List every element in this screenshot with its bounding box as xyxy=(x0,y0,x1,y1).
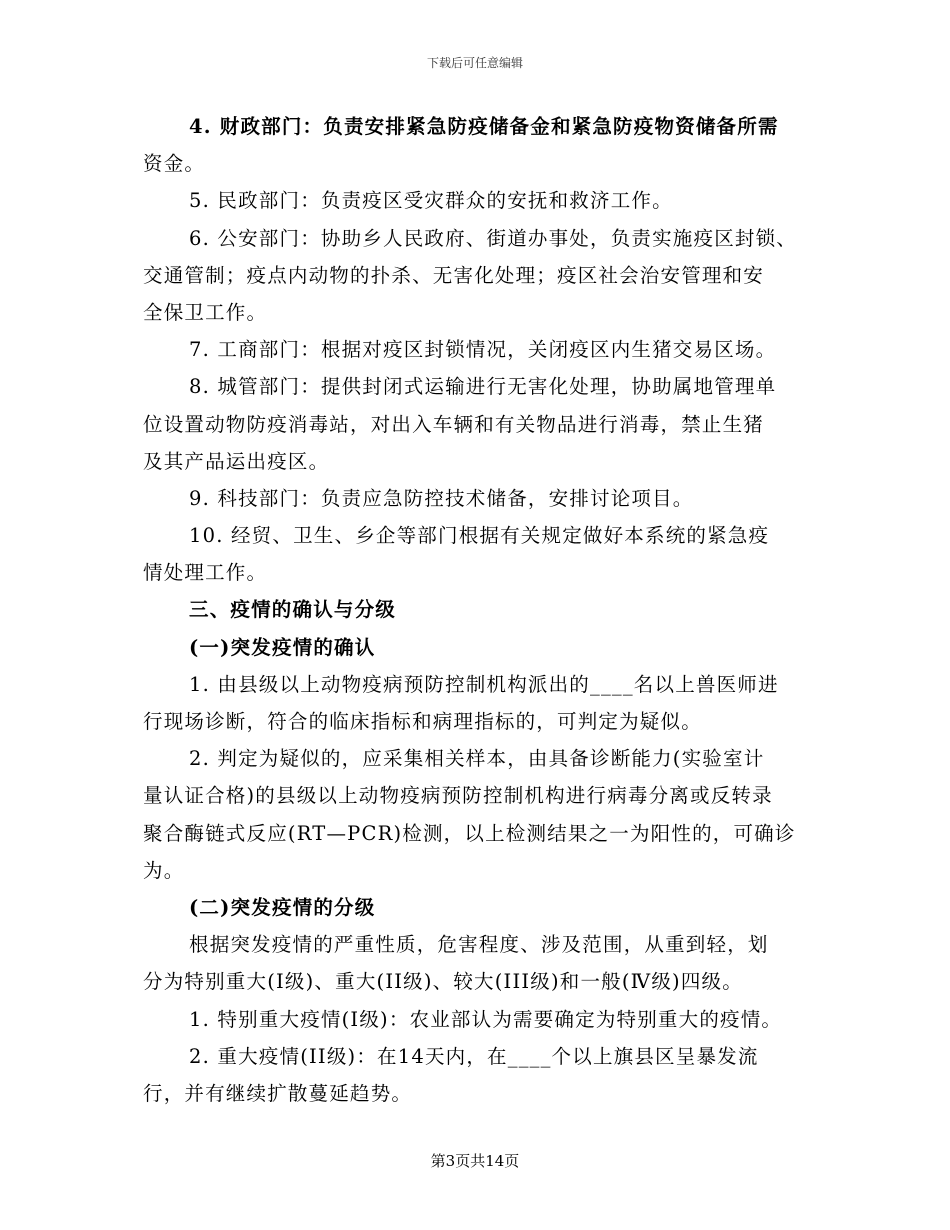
paragraph-line: 交通管制；疫点内动物的扑杀、无害化处理；疫区社会治安管理和安 xyxy=(143,263,765,287)
paragraph-line: 资金。 xyxy=(143,152,206,176)
paragraph-line: 聚合酶链式反应(RT—PCR)检测，以上检测结果之一为阳性的，可确诊 xyxy=(143,821,796,845)
paragraph-line: 情处理工作。 xyxy=(143,561,268,585)
paragraph-line: 位设置动物防疫消毒站，对出入车辆和有关物品进行消毒，禁止生猪 xyxy=(143,412,765,436)
paragraph-line: 行现场诊断，符合的临床指标和病理指标的，可判定为疑似。 xyxy=(143,710,702,733)
section-heading: 三、疫情的确认与分级 xyxy=(189,598,397,622)
paragraph-line: 2. 判定为疑似的，应采集相关样本，由具备诊断能力(实验室计 xyxy=(189,747,765,771)
paragraph-line: 2. 重大疫情(II级)：在14天内，在____个以上旗县区呈暴发流 xyxy=(189,1044,759,1068)
document-body xyxy=(143,108,813,1112)
paragraph-line: 量认证合格)的县级以上动物疫病预防控制机构进行病毒分离或反转录 xyxy=(143,784,773,808)
paragraph-line: 1. 由县级以上动物疫病预防控制机构派出的____名以上兽医师进 xyxy=(189,672,779,696)
paragraph-line: 1. 特别重大疫情(I级)：农业部认为需要确定为特别重大的疫情。 xyxy=(189,1007,783,1031)
paragraph-line: 7. 工商部门：根据对疫区封锁情况，关闭疫区内生猪交易区场。 xyxy=(189,338,777,362)
paragraph-line: 行，并有继续扩散蔓延趋势。 xyxy=(143,1081,413,1105)
paragraph-line: 根据突发疫情的严重性质，危害程度、涉及范围，从重到轻，划 xyxy=(189,933,769,957)
paragraph-line: 6. 公安部门：协助乡人民政府、街道办事处，负责实施疫区封锁、 xyxy=(189,226,798,250)
paragraph-line: 分为特别重大(I级)、重大(II级)、较大(III级)和一般(Ⅳ级)四级。 xyxy=(143,970,743,994)
paragraph-line: 4. 财政部门：负责安排紧急防疫储备金和紧急防疫物资储备所需 xyxy=(189,115,779,138)
subsection-heading: (一)突发疫情的确认 xyxy=(189,635,376,659)
page-header: 下载后可任意编辑 xyxy=(426,56,523,70)
paragraph-line: 全保卫工作。 xyxy=(143,300,268,324)
paragraph-line: 及其产品运出疫区。 xyxy=(143,449,330,473)
paragraph-line: 5. 民政部门：负责疫区受灾群众的安抚和救济工作。 xyxy=(189,189,673,213)
paragraph-line: 10. 经贸、卫生、乡企等部门根据有关规定做好本系统的紧急疫 xyxy=(189,524,770,548)
paragraph-line: 为。 xyxy=(143,858,185,882)
page-footer: 第3页共14页 xyxy=(430,1152,520,1170)
paragraph-line: 8. 城管部门：提供封闭式运输进行无害化处理，协助属地管理单 xyxy=(189,375,777,399)
subsection-heading: (二)突发疫情的分级 xyxy=(189,895,376,919)
paragraph-line: 9. 科技部门：负责应急防控技术储备，安排讨论项目。 xyxy=(189,486,694,510)
